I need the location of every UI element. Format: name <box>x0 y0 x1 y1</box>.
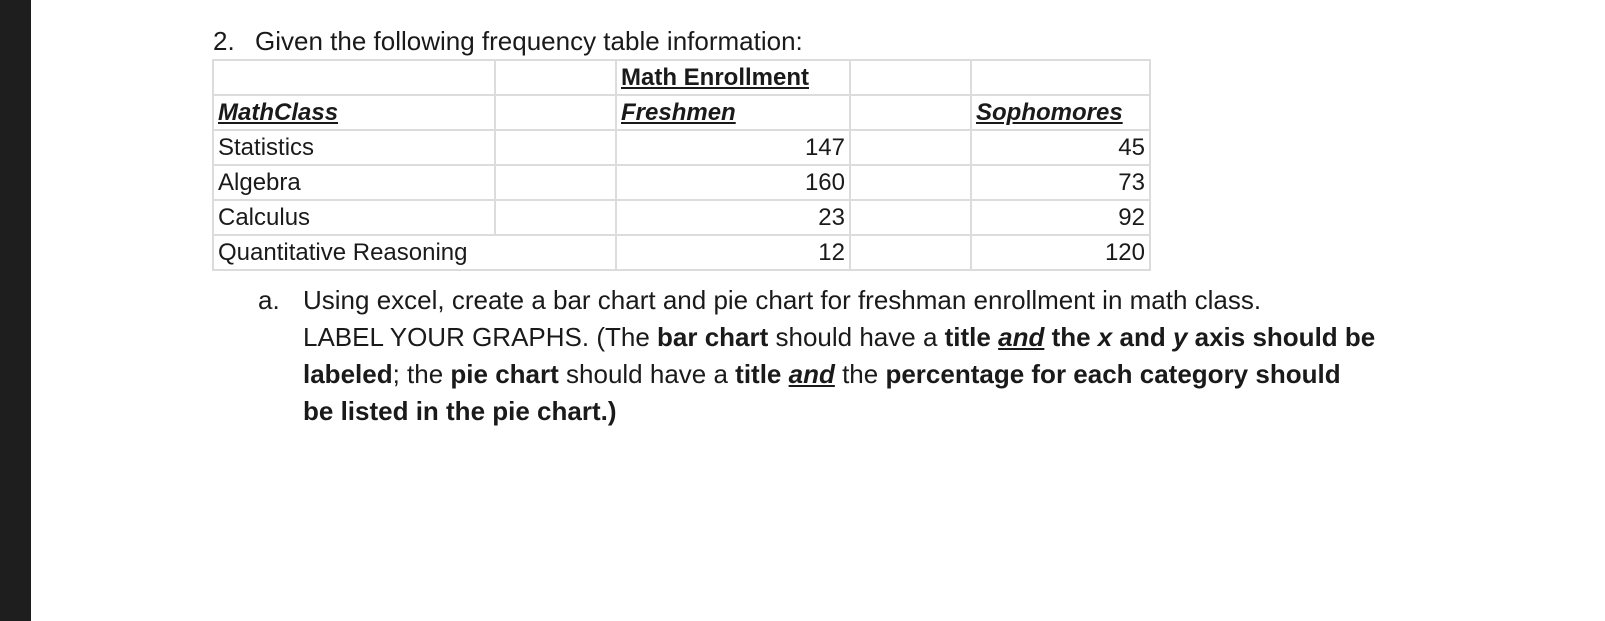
instruction-line-3 <box>303 356 1393 393</box>
subquestion-text <box>303 282 1393 430</box>
text-run: the <box>834 359 886 389</box>
text-run-bold: the <box>1044 322 1098 352</box>
text-run: should have a <box>768 322 945 352</box>
class-cell: Calculus <box>213 200 495 235</box>
instruction-line-2 <box>303 319 1393 356</box>
instruction-line-1: Using excel, create a bar chart and pie chart for freshman enrollment in math class. <box>303 285 1262 315</box>
text-run-bold: pie chart <box>450 359 559 389</box>
sophomores-cell: 73 <box>971 165 1150 200</box>
text-run-bold: title <box>735 359 782 389</box>
text-run-bold: percentage for each category should <box>885 359 1341 389</box>
text-run: should have a <box>558 359 736 389</box>
class-cell: Statistics <box>213 130 495 165</box>
table-row <box>213 130 1150 165</box>
freshmen-cell: 147 <box>616 130 850 165</box>
table-cell <box>850 165 971 200</box>
text-run-bold: labeled <box>303 359 393 389</box>
table-cell <box>495 200 616 235</box>
table-title-row <box>213 60 1150 95</box>
table-row <box>213 235 1150 270</box>
header-mathclass: MathClass <box>213 95 495 130</box>
text-run-bold: bar chart <box>657 322 769 352</box>
subquestion-a <box>258 282 1393 430</box>
question-number: 2. <box>213 26 235 56</box>
header-sophomores: Sophomores <box>971 95 1150 130</box>
table-cell <box>850 235 971 270</box>
text-run: ; the <box>392 359 451 389</box>
instruction-line-4 <box>303 393 1393 430</box>
table-cell <box>213 60 495 95</box>
table-title: Math Enrollment <box>616 60 850 95</box>
table-cell <box>850 95 971 130</box>
freshmen-cell: 23 <box>616 200 850 235</box>
table-row <box>213 200 1150 235</box>
sophomores-cell: 92 <box>971 200 1150 235</box>
subquestion-marker: a. <box>258 285 280 315</box>
table-cell <box>850 200 971 235</box>
table-cell <box>971 60 1150 95</box>
sophomores-cell: 120 <box>971 235 1150 270</box>
left-window-edge <box>0 0 31 621</box>
text-run <box>781 359 788 389</box>
text-run-bold: and <box>1112 322 1173 352</box>
text-run: LABEL YOUR GRAPHS. (The <box>303 322 658 352</box>
class-cell: Quantitative Reasoning <box>213 235 616 270</box>
header-freshmen: Freshmen <box>616 95 850 130</box>
text-run-bold-italic: x <box>1097 322 1113 352</box>
table-cell <box>495 130 616 165</box>
text-run-emphasis: and <box>788 359 835 389</box>
freshmen-cell: 160 <box>616 165 850 200</box>
question-2 <box>213 24 803 58</box>
table-cell <box>850 130 971 165</box>
table-cell <box>495 95 616 130</box>
table-cell <box>495 60 616 95</box>
text-run-emphasis: and <box>998 322 1045 352</box>
text-run-bold-italic: y <box>1172 322 1188 352</box>
question-text: Given the following frequency table information: <box>255 26 803 56</box>
table-cell <box>495 165 616 200</box>
class-cell: Algebra <box>213 165 495 200</box>
freshmen-cell: 12 <box>616 235 850 270</box>
frequency-table <box>212 59 1151 271</box>
table-header-row <box>213 95 1150 130</box>
table-row <box>213 165 1150 200</box>
sophomores-cell: 45 <box>971 130 1150 165</box>
text-run-bold: title <box>944 322 991 352</box>
table-cell <box>850 60 971 95</box>
text-run-bold: be listed in the pie chart.) <box>303 396 617 426</box>
text-run-bold: axis should be <box>1187 322 1376 352</box>
